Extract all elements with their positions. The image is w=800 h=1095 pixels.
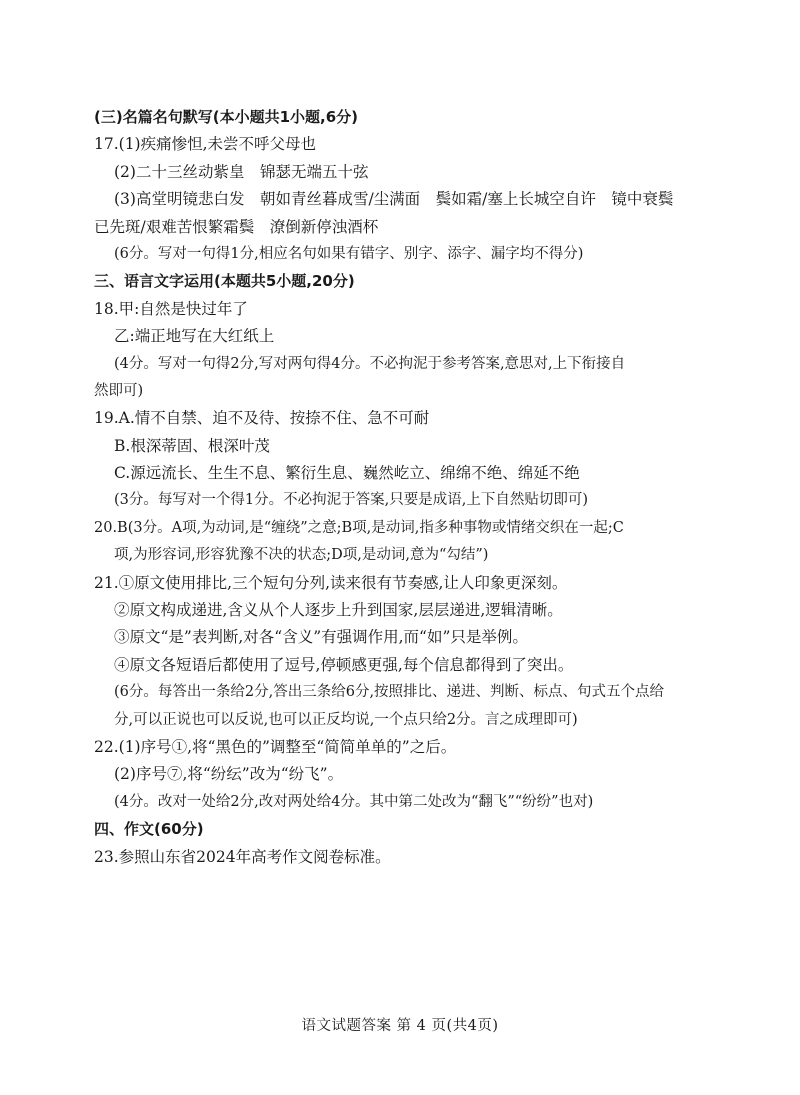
answer-18-b: 乙:端正地写在大红纸上 xyxy=(114,327,275,346)
page-footer: 语文试题答案 第 4 页(共4页) xyxy=(301,1018,499,1034)
answer-21-1: 21.①原文使用排比,三个短句分列,读来很有节奏感,让人印象更深刻。 xyxy=(94,573,568,592)
scoring-note-18: (4分。写对一句得2分,写对两句得4分。不必拘泥于参考答案,意思对,上下衔接自 xyxy=(114,355,626,372)
answer-20-continued: 项,为形容词,形容犹豫不决的状态;D项,是动词,意为“勾结”) xyxy=(114,547,489,564)
scoring-note-21-continued: 分,可以正说也可以反说,也可以正反均说,一个点只给2分。言之成理即可) xyxy=(114,711,578,728)
answer-19-a: 19.A.情不自禁、迫不及待、按捺不住、急不可耐 xyxy=(94,409,430,428)
scoring-note-19: (3分。每写对一个得1分。不必拘泥于答案,只要是成语,上下自然贴切即可) xyxy=(114,492,588,509)
answer-17-3-continued: 已先斑/艰难苦恨繁霜鬓 潦倒新停浊酒杯 xyxy=(94,217,379,236)
scoring-note-21: (6分。每答出一条给2分,答出三条给6分,按照排比、递进、判断、标点、句式五个点给 xyxy=(114,684,665,701)
answer-22-1: 22.(1)序号①,将“黑色的”调整至“简简单单的”之后。 xyxy=(94,737,457,756)
scoring-note-17: (6分。写对一句得1分,相应名句如果有错字、别字、添字、漏字均不得分) xyxy=(114,245,584,262)
answer-21-2: ②原文构成递进,含义从个人逐步上升到国家,层层递进,逻辑清晰。 xyxy=(114,601,563,620)
answer-content xyxy=(94,104,734,871)
scoring-note-18-continued: 然即可) xyxy=(94,382,144,399)
answer-19-c: C.源远流长、生生不息、繁衍生息、巍然屹立、绵绵不绝、绵延不绝 xyxy=(114,464,580,483)
answer-22-2: (2)序号⑦,将“纷纭”改为“纷飞”。 xyxy=(114,765,344,784)
answer-17-1: 17.(1)疾痛惨怛,未尝不呼父母也 xyxy=(94,135,317,154)
answer-17-3: (3)高堂明镜悲白发 朝如青丝暮成雪/尘满面 鬓如霜/塞上长城空自许 镜中衰鬓 xyxy=(114,190,674,209)
scoring-note-22: (4分。改对一处给2分,改对两处给4分。其中第二处改为“翻飞”“纷纷”也对) xyxy=(114,793,594,810)
answer-17-2: (2)二十三丝动紫皇 锦瑟无端五十弦 xyxy=(114,162,369,181)
answer-21-4: ④原文各短语后都使用了逗号,停顿感更强,每个信息都得到了突出。 xyxy=(114,655,574,674)
answer-19-b: B.根深蒂固、根深叶茂 xyxy=(114,436,270,455)
answer-23: 23.参照山东省2024年高考作文阅卷标准。 xyxy=(94,847,391,866)
answer-20: 20.B(3分。A项,为动词,是“缠绕”之意;B项,是动词,指多种事物或情绪交织在一起;C xyxy=(94,519,624,536)
answer-21-3: ③原文“是”表判断,对各“含义”有强调作用,而“如”只是举例。 xyxy=(114,628,528,647)
section-heading-language-use: 三、语言文字运用(本题共5小题,20分) xyxy=(94,272,355,291)
answer-18-a: 18.甲:自然是快过年了 xyxy=(94,299,248,318)
section-heading-essay: 四、作文(60分) xyxy=(94,820,204,839)
section-heading-recitation: (三)名篇名句默写(本小题共1小题,6分) xyxy=(94,108,358,126)
